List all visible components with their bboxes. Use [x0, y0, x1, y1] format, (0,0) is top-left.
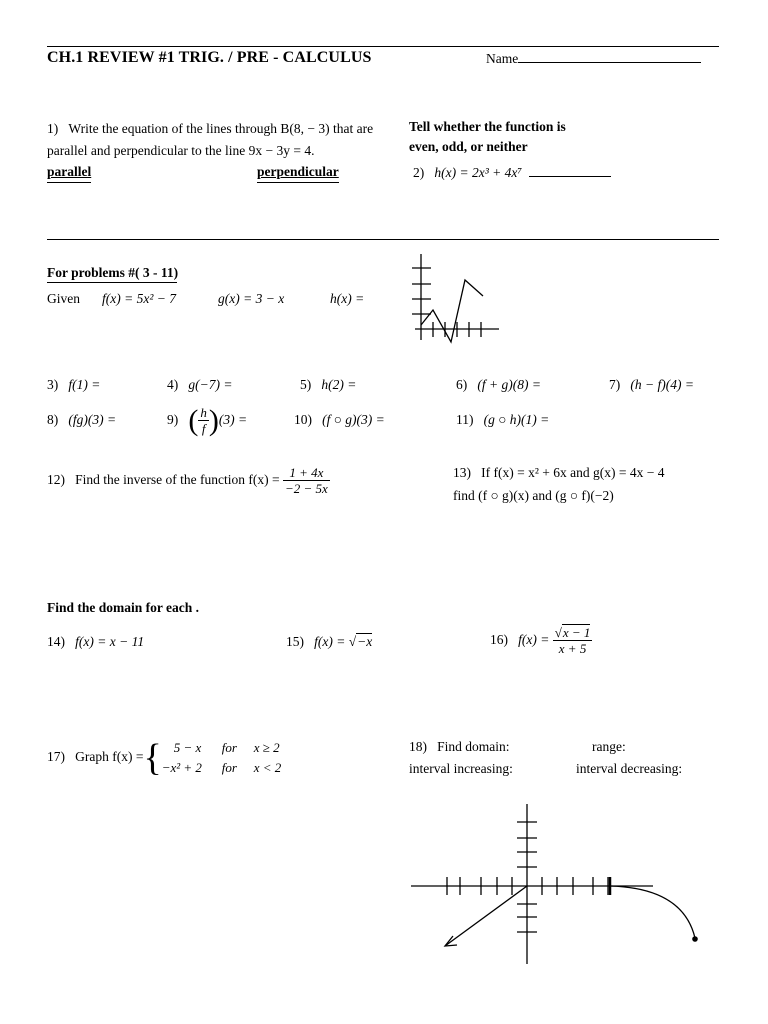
q11-number: 11) [456, 412, 474, 427]
q18-number: 18) [409, 739, 427, 754]
q17-number: 17) [47, 749, 65, 764]
name-label-text: Name [486, 51, 519, 66]
section-divider [47, 239, 719, 240]
q9-fraction [198, 405, 209, 436]
q16 [490, 620, 592, 660]
q17-case1 [162, 738, 282, 758]
q2-answer-blank[interactable] [529, 164, 611, 177]
q9-lparen: ( [188, 403, 199, 437]
q16-numerator-wrap: √x − 1 [554, 625, 591, 641]
q14 [47, 634, 144, 650]
q13-text-1: If f(x) = x² + 6x and g(x) = 4x − 4 [481, 465, 665, 480]
q3 [47, 377, 100, 393]
q18-endpoint-dot [692, 936, 698, 942]
q15: 15) f(x) = √−x [286, 634, 373, 649]
problems-heading-underline [47, 282, 177, 283]
q18-domain-label: Find domain: [437, 739, 510, 754]
q13-number: 13) [453, 465, 471, 480]
q2-number: 2) [413, 165, 425, 180]
top-rule [47, 46, 719, 47]
q2-expr: h(x) = 2x³ + 4x⁷ [434, 165, 523, 180]
q15-lhs: f(x) = [314, 634, 346, 649]
q17 [47, 734, 281, 780]
q10-number: 10) [294, 412, 312, 427]
q3-number: 3) [47, 377, 59, 392]
q1-line2: parallel and perpendicular to the line 9x − 3y = 4. [47, 143, 315, 158]
q16-fraction [553, 625, 593, 656]
h-graph-curve [421, 280, 483, 342]
q7-expr: (h − f)(4) = [630, 377, 694, 392]
q18-inc-label: interval increasing: [409, 761, 513, 776]
q13-line2: find (f ○ g)(x) and (g ○ f)(−2) [453, 488, 614, 503]
name-label [486, 50, 701, 67]
q9-frac-den: f [201, 421, 206, 437]
q12-numerator: 1 + 4x [283, 465, 330, 481]
q1-perp-underline [257, 182, 339, 183]
name-blank[interactable] [518, 50, 701, 63]
q6-number: 6) [456, 377, 468, 392]
h-graph [405, 252, 505, 347]
q9-expr: (3) = [218, 412, 248, 427]
q9-number: 9) [167, 412, 179, 427]
q1-line1 [47, 121, 373, 137]
q11 [456, 412, 549, 428]
q9 [167, 399, 247, 442]
q18-graph [405, 800, 705, 970]
given-label: Given [47, 291, 80, 306]
problems-heading: For problems #( 3 - 11) [47, 265, 179, 280]
q17-case2-cond: x < 2 [253, 759, 282, 775]
q17-case2-expr: −x² + 2 [161, 759, 202, 775]
q4-number: 4) [167, 377, 179, 392]
q17-case1-for: for [221, 739, 237, 755]
page-title: CH.1 REVIEW #1 TRIG. / PRE - CALCULUS [47, 49, 372, 66]
q17-case2 [162, 758, 282, 778]
q5-number: 5) [300, 377, 312, 392]
q8-expr: (fg)(3) = [68, 412, 117, 427]
q11-expr: (g ○ h)(1) = [483, 412, 550, 427]
q18-line1 [409, 739, 510, 755]
q12-text: Find the inverse of the function f(x) = [75, 472, 280, 487]
q1-parallel-underline [47, 182, 91, 183]
q14-number: 14) [47, 634, 65, 649]
q12 [47, 462, 330, 498]
even-odd-instruction-2: even, odd, or neither [409, 139, 528, 154]
q3-expr: f(1) = [68, 377, 101, 392]
q16-number: 16) [490, 632, 508, 647]
q15-number: 15) [286, 634, 304, 649]
q17-text: Graph f(x) = [75, 749, 144, 764]
q1-perpendicular-label: perpendicular [257, 164, 339, 179]
q7 [609, 377, 694, 393]
q18-curve [610, 886, 695, 938]
q17-brace: { [143, 736, 162, 779]
q5-expr: h(2) = [321, 377, 357, 392]
q10-expr: (f ○ g)(3) = [322, 412, 385, 427]
q10 [294, 412, 385, 428]
q8 [47, 412, 116, 428]
q17-piecewise [162, 738, 282, 778]
q12-denominator: −2 − 5x [284, 481, 328, 497]
h-definition: h(x) = [330, 291, 365, 306]
q1-parallel-label: parallel [47, 164, 92, 179]
q17-case1-expr: 5 − x [173, 739, 202, 755]
q12-number: 12) [47, 472, 65, 487]
q15-radicand: −x [357, 634, 373, 649]
q4 [167, 377, 232, 393]
q6 [456, 377, 541, 393]
q1-number: 1) [47, 121, 59, 136]
q7-number: 7) [609, 377, 621, 392]
q18-dec-label: interval decreasing: [576, 761, 683, 776]
q5 [300, 377, 356, 393]
q18-range-label: range: [592, 739, 626, 754]
q4-expr: g(−7) = [188, 377, 233, 392]
q13-line1 [453, 465, 664, 481]
q16-numerator: x − 1 [562, 625, 591, 641]
q1-text-1: Write the equation of the lines through B(8, − 3) that are [68, 121, 374, 136]
even-odd-instruction-1: Tell whether the function is [409, 119, 566, 134]
q14-expr: f(x) = x − 11 [75, 634, 145, 649]
q12-fraction [283, 465, 330, 496]
q16-denominator: x + 5 [558, 641, 587, 657]
q16-lhs: f(x) = [518, 632, 550, 647]
q18-ray [445, 886, 527, 946]
q2 [413, 164, 611, 181]
g-definition: g(x) = 3 − x [218, 291, 285, 306]
f-definition: f(x) = 5x² − 7 [102, 291, 176, 306]
q6-expr: (f + g)(8) = [477, 377, 541, 392]
q8-number: 8) [47, 412, 59, 427]
q9-frac-num: h [200, 405, 207, 421]
q17-case1-cond: x ≥ 2 [253, 739, 280, 755]
q9-rparen: ) [208, 403, 219, 437]
domain-heading: Find the domain for each . [47, 600, 200, 615]
q17-case2-for: for [221, 759, 237, 775]
